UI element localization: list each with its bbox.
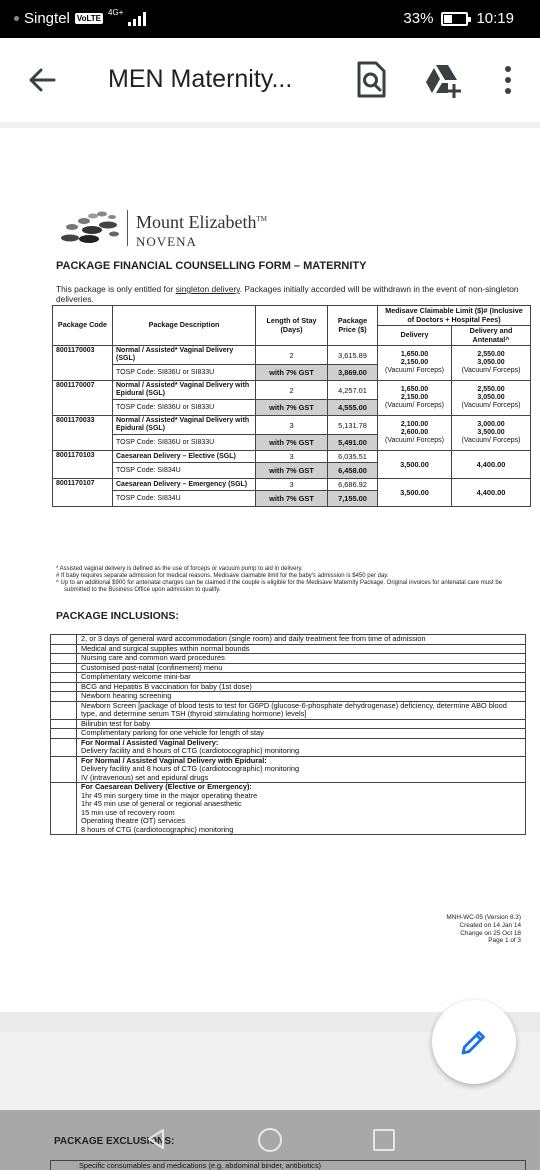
tosp-code: TOSP Code: SI836U or SI833U [113,435,256,451]
medisave-antenatal: 4,400.00 [452,479,531,507]
logo-divider [127,210,128,246]
inclusion-group-row [51,738,526,756]
medisave-delivery-note: (Vacuum/ Forceps) [385,402,444,409]
package-name: Caesarean Delivery – Emergency (SGL) [113,479,256,491]
medisave-antenatal [452,416,531,451]
inclusion-row [51,701,526,719]
table-footnotes [56,566,526,594]
exclusions-first-row: Specific consumables and medications (e.g. abdominal binder, antibiotics) [50,1160,526,1170]
package-price-gst: 7,155.00 [328,491,378,507]
medisave-delivery [378,346,452,381]
footer-line: MNH-WC-05 (Version 8.3) [446,914,521,921]
intro-paragraph: This package is only entitled for singleton delivery. Packages initially accorded will be withdrawn in the event of non-singleton deliveries. [56,284,519,304]
next-page-peek [0,1110,540,1170]
inclusion-group [77,783,526,835]
back-arrow-icon[interactable] [26,64,58,96]
package-code: 8001170003 [53,346,113,381]
package-price-gst: 3,869.00 [328,365,378,381]
tosp-code: TOSP Code: SI834U [113,491,256,507]
medisave-antenatal-assisted: 3,500.00 [477,429,505,436]
package-name: Normal / Assisted* Vaginal Delivery (SGL) [113,346,256,365]
header-package-description: Package Description [113,306,256,346]
medisave-antenatal-normal: 3,000.00 [477,421,505,428]
battery-percent: 33% [403,10,434,27]
inclusion-number [51,663,77,673]
inclusion-number [51,635,77,645]
inclusion-group-row [51,756,526,783]
inclusion-text: Bilirubin test for baby [77,719,526,729]
gst-label: with 7% GST [256,400,328,416]
inclusion-number [51,729,77,739]
package-price: 5,131.78 [328,416,378,435]
inclusion-group-line: IV (intravenous) set and epidural drugs [81,772,209,782]
network-type: 4G+ [108,8,124,17]
footer-line: Page 1 of 3 [488,937,521,945]
find-in-page-icon[interactable] [354,60,388,100]
medisave-antenatal [452,381,531,416]
footnote: # If baby requires separate admission for medical reasons, Medisave claimable limit for the baby's admission is $450 per day. [56,573,389,579]
nav-recents-icon[interactable] [373,1129,395,1151]
inclusion-row [51,654,526,664]
inclusion-row [51,729,526,739]
header-length-of-stay: Length of Stay (Days) [256,306,328,346]
package-price-gst: 5,491.00 [328,435,378,451]
tosp-code: TOSP Code: SI836U or SI833U [113,400,256,416]
inclusion-group-title: For Normal / Assisted Vaginal Delivery with Epidural: [81,755,267,765]
inclusion-text: Medical and surgical supplies within normal bounds [77,644,526,654]
notification-dot-icon [14,16,19,21]
inclusion-group-line: 8 hours of CTG (cardiotocographic) monitoring [81,824,234,834]
add-to-drive-icon[interactable] [424,62,462,98]
medisave-antenatal [452,346,531,381]
inclusion-row [51,692,526,702]
package-price: 6,035.51 [328,451,378,463]
brand-subtitle: NOVENA [136,234,197,249]
package-code: 8001170107 [53,479,113,507]
pencil-icon [460,1028,488,1056]
medisave-antenatal-note: (Vacuum/ Forceps) [461,437,521,444]
document-footer [380,914,521,945]
medisave-antenatal-note: (Vacuum/ Forceps) [461,367,521,374]
app-bar [0,38,540,122]
footnote: ^ Up to an additional $900 for antenatal charges can be claimed if the couple is eligible for the Medisave Maternity Package. Original invoices for antenatal care must be submitted to the Business Office upon admission to qualify. [56,580,503,593]
inclusion-group [77,738,526,756]
inclusion-text: Nursing care and common ward procedures [77,654,526,664]
header-package-code: Package Code [53,306,113,346]
package-row [53,346,531,365]
inclusion-text: Newborn Screen [package of blood tests to test for G6PD (glucose-6-phosphate dehydrogenase) deficiency, determine ABO blood type, and determine serum TSH (thyroid stimulating hormone) levels] [77,701,526,719]
inclusion-text: BCG and Hepatitis B vaccination for baby (1st dose) [77,682,526,692]
length-of-stay: 3 [256,479,328,491]
inclusions-table [50,634,526,835]
inclusion-group [77,756,526,783]
footnote: * Assisted vaginal delivery is defined as the use of forceps or vacuum pump to aid in delivery. [56,566,303,572]
inclusion-text: Customised post-natal (confinement) menu [77,663,526,673]
mount-elizabeth-logo [58,208,128,252]
footer-line: Change on 25 Oct 18 [460,929,521,937]
inclusion-number [51,673,77,683]
package-price-gst: 6,458.00 [328,463,378,479]
nav-back-icon[interactable] [145,1128,167,1150]
inclusion-number [51,692,77,702]
medisave-antenatal-assisted: 3,050.00 [477,394,505,401]
medisave-delivery-note: (Vacuum/ Forceps) [385,437,444,444]
package-row [53,479,531,491]
clock: 10:19 [476,10,514,27]
inclusion-number [51,682,77,692]
inclusion-text: Complimentary welcome mini-bar [77,673,526,683]
document-title: MEN Maternity... [108,65,293,93]
gst-label: with 7% GST [256,365,328,381]
edit-fab-button[interactable] [432,1000,516,1084]
medisave-antenatal-normal: 2,550.00 [477,386,505,393]
gst-label: with 7% GST [256,463,328,479]
length-of-stay: 3 [256,416,328,435]
package-code: 8001170007 [53,381,113,416]
length-of-stay: 2 [256,346,328,365]
inclusion-group-line: Delivery facility and 8 hours of CTG (cardiotocographic) monitoring [81,764,300,773]
medisave-delivery-assisted: 2,150.00 [400,359,429,366]
length-of-stay: 3 [256,451,328,463]
package-name: Normal / Assisted* Vaginal Delivery with Epidural (SGL) [113,416,256,435]
medisave-antenatal: 4,400.00 [452,451,531,479]
inclusion-text: Newborn hearing screening [77,692,526,702]
inclusion-row [51,635,526,645]
inclusions-title: PACKAGE INCLUSIONS: [56,610,179,622]
medisave-delivery: 3,500.00 [378,479,452,507]
length-of-stay: 2 [256,381,328,400]
medisave-delivery-assisted: 2,600.00 [400,429,429,436]
package-row [53,416,531,435]
signal-icon [128,12,146,26]
medisave-antenatal-normal: 2,550.00 [477,351,505,358]
volte-badge: VoLTE [76,14,102,23]
package-row [53,381,531,400]
carrier-name: Singtel [24,10,70,27]
header-delivery-antenatal: Delivery and Antenatal^ [452,326,531,346]
header-package-price: Package Price ($) [328,306,378,346]
medisave-delivery [378,381,452,416]
inclusion-number [51,756,77,783]
inclusion-row [51,673,526,683]
pdf-viewer[interactable] [0,122,540,1110]
header-medisave-limit: Medisave Claimable Limit ($)# (Inclusive of Doctors + Hospital Fees) [378,306,531,326]
inclusion-number [51,644,77,654]
footer-line: Created on 14 Jan 14 [459,921,521,929]
package-price: 3,615.89 [328,346,378,365]
inclusion-group-title: For Normal / Assisted Vaginal Delivery: [81,737,219,747]
medisave-delivery-assisted: 2,150.00 [400,394,429,401]
tosp-code: TOSP Code: SI834U [113,463,256,479]
brand-name: Mount Elizabeth™ [136,212,267,232]
medisave-delivery-note: (Vacuum/ Forceps) [385,367,444,374]
medisave-delivery [378,416,452,451]
gst-label: with 7% GST [256,435,328,451]
package-code: 8001170103 [53,451,113,479]
inclusion-group-line: Operating theatre (OT) services [81,816,185,825]
inclusion-group-title: For Caesarean Delivery (Elective or Emergency): [81,782,252,791]
package-row [53,451,531,463]
inclusion-number [51,719,77,729]
inclusion-group-line: Delivery facility and 8 hours of CTG (cardiotocographic) monitoring [81,746,300,755]
medisave-antenatal-note: (Vacuum/ Forceps) [461,402,521,409]
header-delivery: Delivery [378,326,452,346]
package-name: Caesarean Delivery – Elective (SGL) [113,451,256,463]
pdf-page-1 [0,128,540,1012]
package-code: 8001170033 [53,416,113,451]
medisave-antenatal-assisted: 3,050.00 [477,359,505,366]
inclusion-group-line: 15 min use of recovery room [81,807,175,817]
exclusions-title: PACKAGE EXCLUSIONS: [54,1136,175,1147]
tosp-code: TOSP Code: SI836U or SI833U [113,365,256,381]
inclusion-text: Complimentary parking for one vehicle for length of stay [77,729,526,739]
package-price: 4,257.01 [328,381,378,400]
package-price-gst: 4,555.00 [328,400,378,416]
more-options-icon[interactable] [500,64,516,96]
package-name: Normal / Assisted* Vaginal Delivery with Epidural (SGL) [113,381,256,400]
inclusion-group-row [51,783,526,835]
inclusion-group-line: 1hr 45 min surgery time in the major operating theatre [81,790,258,800]
medisave-delivery-normal: 1,650.00 [400,386,429,393]
nav-home-icon[interactable] [258,1128,282,1152]
package-price: 6,686.92 [328,479,378,491]
gst-label: with 7% GST [256,491,328,507]
package-table [52,305,531,507]
inclusion-number [51,701,77,719]
inclusion-number [51,738,77,756]
form-title: PACKAGE FINANCIAL COUNSELLING FORM – MATERNITY [56,260,367,272]
inclusion-number [51,783,77,835]
medisave-delivery: 3,500.00 [378,451,452,479]
medisave-delivery-normal: 2,100.00 [400,421,429,428]
battery-icon [441,12,468,26]
inclusion-number [51,654,77,664]
medisave-delivery-normal: 1,650.00 [400,351,429,358]
inclusion-group-line: 1hr 45 min use of general or regional anaesthetic [81,799,242,808]
status-bar [0,0,540,38]
inclusion-text: 2, or 3 days of general ward accommodation (single room) and daily treatment fee from time of admission [77,635,526,645]
